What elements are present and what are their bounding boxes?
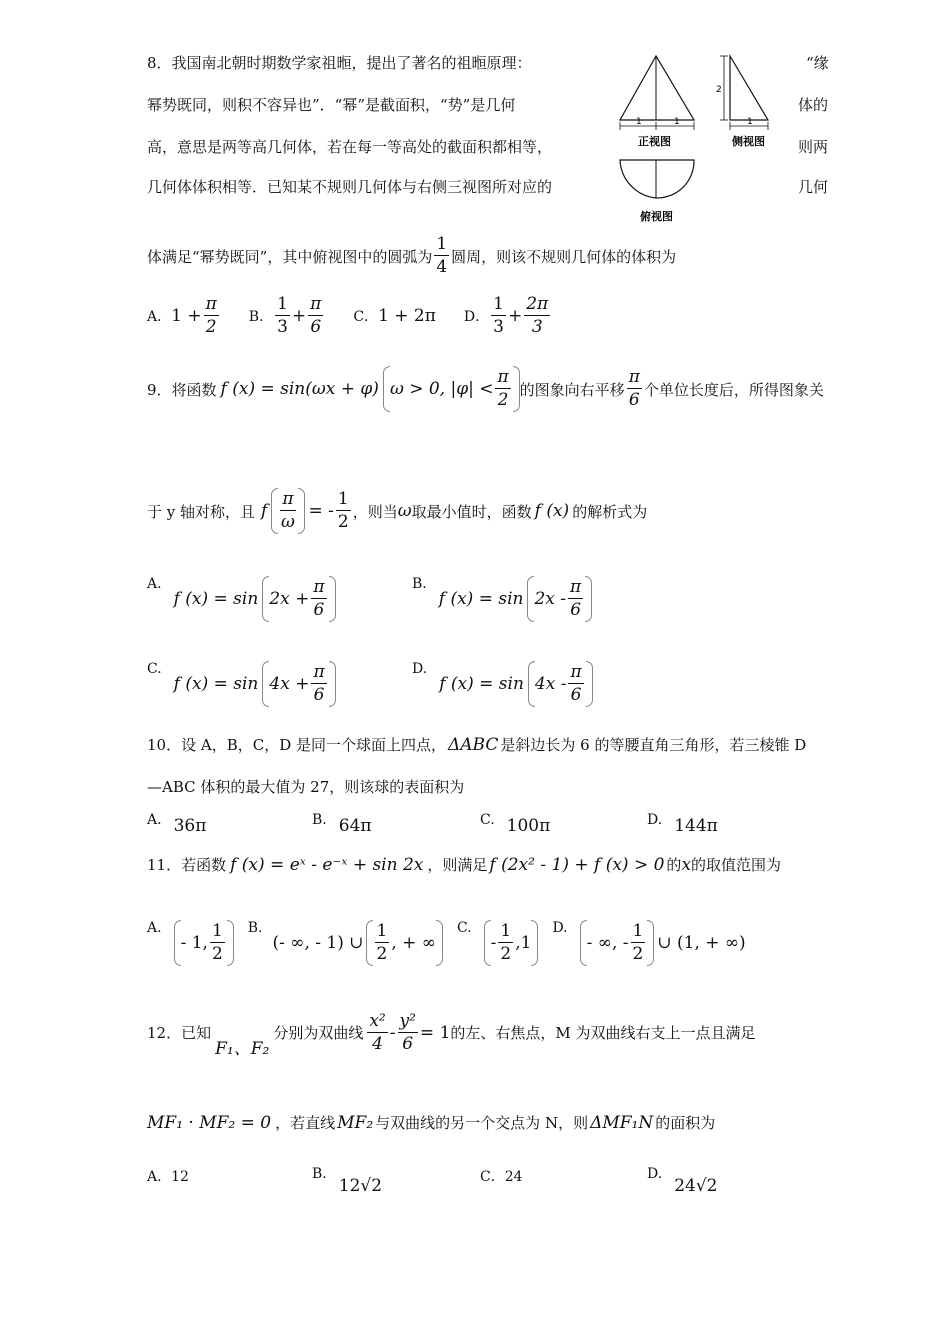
top-view-label: 俯视图 xyxy=(640,210,673,223)
q12-option-d[interactable]: D. 24√2 xyxy=(647,1166,718,1196)
q11-option-c[interactable]: C. - $\frac{1}{2}$ ,1 xyxy=(457,920,538,966)
q11-line1: 11．若函数 f (x) = eˣ - e⁻ˣ + sin 2x ，则满足 f (2x² - 1) + f (x) > 0 的 x 的取值范围为 xyxy=(147,854,782,875)
q9-option-d[interactable]: D. f (x) = sin 4x - $\frac{\pi}{6}$ xyxy=(412,661,593,707)
three-view-figure xyxy=(612,52,792,227)
q10-option-c[interactable]: C. 100π xyxy=(480,812,551,836)
q8-line3-end: 则两 xyxy=(798,138,829,156)
q12-line2: MF₁ · MF₂ = 0 ，若直线 MF₂ 与双曲线的另一个交点为 N，则 ΔMF₁N 的面积为 xyxy=(147,1112,716,1133)
q8-line3: 高，意思是两等高几何体，若在每一等高处的截面积都相等， xyxy=(147,138,553,156)
q12-option-b[interactable]: B. 12√2 xyxy=(312,1166,383,1196)
q11-option-d[interactable]: D. - ∞, - $\frac{1}{2}$ ∪ (1, + ∞) xyxy=(552,920,746,964)
q8-line1: 8．我国南北朝时期数学家祖暅，提出了著名的祖暅原理： xyxy=(147,54,532,72)
q10-option-d[interactable]: D. 144π xyxy=(647,812,718,836)
q11-option-b[interactable]: B. (- ∞, - 1) ∪ $\frac{1}{2}$ , + ∞ xyxy=(248,920,443,966)
front-dim-right: 1 xyxy=(674,117,680,127)
q8-line4: 几何体体积相等．已知某不规则几何体与右侧三视图所对应的 xyxy=(147,178,553,196)
q12-option-a[interactable]: A．12 xyxy=(147,1169,189,1185)
q10-option-b[interactable]: B. 64π xyxy=(312,812,372,836)
q11-inequality: f (2x² - 1) + f (x) > 0 xyxy=(489,854,665,875)
q8-option-d[interactable]: D． $\frac{1}{3}$ + $\frac{2\pi}{3}$ xyxy=(463,294,549,337)
q9-line2: 于 y 轴对称，且 f $\frac{\pi}{\omega}$ = - $\frac{1}{2}$ ，则当 ω 取最小值时，函数 f (x) 的解析式为 xyxy=(147,489,648,532)
q11-options xyxy=(147,920,746,966)
q9-option-a[interactable]: A. f (x) = sin 2x + $\frac{\pi}{6}$ xyxy=(147,576,336,622)
side-view-drawing xyxy=(720,56,768,130)
front-dim-left: 1 xyxy=(636,117,642,127)
q9-line1: 9．将函数 f (x) = sin(ωx + φ) ω > 0, |φ| < $\frac{\pi}{2}$ 的图象向右平移 $\frac{\pi}{6}$ 个单位长度后，所得图象关 xyxy=(147,367,824,410)
side-view-label: 侧视图 xyxy=(732,135,765,148)
side-dim-height: 2 xyxy=(716,85,722,95)
side-dim-width: 1 xyxy=(747,117,753,127)
q8-line1-end: “缘 xyxy=(806,54,829,72)
q8-line2-end: 体的 xyxy=(798,96,829,114)
q8-line5 xyxy=(147,236,676,276)
q8-line5-end: 圆周，则该不规则几何体的体积为 xyxy=(451,247,677,266)
q8-option-b[interactable]: B． $\frac{1}{3}$ + $\frac{\pi}{6}$ xyxy=(248,294,322,337)
q9-option-c[interactable]: C. f (x) = sin 4x + $\frac{\pi}{6}$ xyxy=(147,661,336,707)
front-view-label: 正视图 xyxy=(638,135,671,148)
front-view-drawing xyxy=(620,56,694,130)
q8-option-c[interactable]: C． 1 + 2π xyxy=(353,306,436,326)
q11-option-a[interactable]: A. - 1, $\frac{1}{2}$ xyxy=(147,920,234,966)
q10-option-a[interactable]: A. 36π xyxy=(147,812,207,836)
q9-function: f (x) = sin(ωx + φ) xyxy=(220,379,379,399)
q9-condition: ω > 0, |φ| < xyxy=(389,379,494,399)
q12-dot-product: MF₁ · MF₂ = 0 xyxy=(147,1112,272,1133)
q12-option-c[interactable]: C．24 xyxy=(480,1169,523,1185)
q8-quarter-fraction: $\frac{1}{4}$ xyxy=(436,234,448,277)
q11-function: f (x) = eˣ - e⁻ˣ + sin 2x xyxy=(230,854,424,875)
q12-line1: 12．已知 F₁、F₂ 分别为双曲线 $\frac{\text{x²}}{4}$ - $\frac{\text{y²}}{6}$ = 1 的左、右焦点，M 为双曲线右支上一点且满足 xyxy=(147,1010,756,1059)
q10-line2: —ABC 体积的最大值为 27，则该球的表面积为 xyxy=(147,778,465,796)
q9-option-b[interactable]: B. f (x) = sin 2x - $\frac{\pi}{6}$ xyxy=(412,576,592,622)
q8-options xyxy=(147,296,552,336)
q8-line5-text: 体满足“幂势既同”，其中俯视图中的圆弧为 xyxy=(147,247,433,266)
q8-option-a[interactable]: A． 1 + $\frac{\pi}{2}$ xyxy=(147,294,217,337)
q8-line4-end: 几何 xyxy=(798,178,829,196)
q10-line1: 10．设 A，B，C，D 是同一个球面上四点， ΔABC 是斜边长为 6 的等腰直角三角形，若三棱锥 D xyxy=(147,734,807,755)
q9-shift-fraction: $\frac{\pi}{6}$ xyxy=(628,367,640,410)
top-view-drawing xyxy=(620,160,694,198)
q8-line2: 幂势既同，则积不容异也”．“幂”是截面积，“势”是几何 xyxy=(147,96,516,114)
